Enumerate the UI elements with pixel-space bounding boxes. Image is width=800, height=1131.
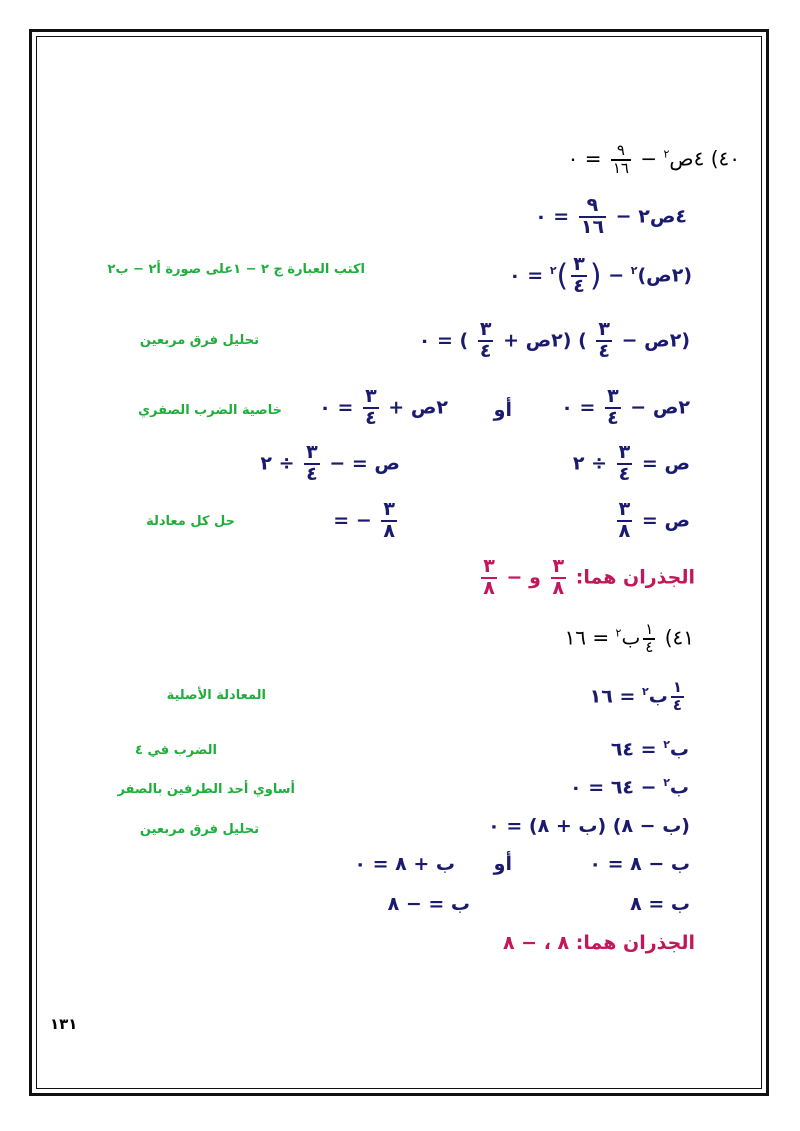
fraction: $\frac{٣}{٤}$ <box>306 441 318 485</box>
equation-line: ٤ص٢ − $\frac{٩}{١٦}$ = ٠ <box>535 194 687 238</box>
fraction: $\frac{٣}{٤}$ <box>479 318 492 362</box>
roots-answer: الجذران هما: ٨ ، − ٨ <box>502 932 695 954</box>
equation-line: (٢ص)$^٢$ − ( $\frac{٣}{٤}$ )$^٢$ = ٠ <box>509 253 692 297</box>
step-note: خاصية الضرب الصفري <box>138 403 282 418</box>
fraction: $\frac{٣}{٤}$ <box>607 385 619 429</box>
fraction: $\frac{٣}{٤}$ <box>598 318 610 362</box>
step-note: الضرب في ٤ <box>135 743 217 758</box>
equation-line: ب$^٢$ − ٦٤ = ٠ <box>570 776 689 799</box>
equation-line: = − $\frac{٣}{٨}$ <box>333 498 395 542</box>
equation-line: (ب − ٨) (ب + ٨) = ٠ <box>488 815 690 837</box>
equation-line: ٢ص − $\frac{٣}{٤}$ = ٠ <box>561 385 690 429</box>
step-note: تحليل فرق مربعين <box>139 333 259 348</box>
equation-line: (٢ص − $\frac{٣}{٤}$ ) (٢ص + $\frac{٣}{٤}$ ) = ٠ <box>418 318 690 362</box>
or-word: أو <box>493 853 512 875</box>
equation-line: ص = $\frac{٣}{٤}$ ÷ ٢ <box>572 441 690 485</box>
step-note: اكتب العبارة ج ٢ − ١على صورة أ٢ − ب٢ <box>107 262 365 277</box>
or-word: أو <box>493 399 512 421</box>
equation-line: ص = − $\frac{٣}{٤}$ ÷ ٢ <box>260 441 400 485</box>
fraction: $\frac{١}{٤}$ <box>672 678 682 714</box>
equation-line: ص = $\frac{٣}{٨}$ <box>618 498 690 542</box>
fraction: $\frac{٣}{٨}$ <box>383 498 395 542</box>
problem-41-label: ٤١) <box>664 625 694 650</box>
fraction: $\frac{٣}{٨}$ <box>552 555 565 599</box>
equation-line: ب + ٨ = ٠ <box>354 853 455 875</box>
equation-line: ب = − ٨ <box>387 893 470 915</box>
fraction: $\frac{٣}{٨}$ <box>618 498 631 542</box>
page-number: ١٣١ <box>50 1015 78 1033</box>
fraction: $\frac{٩}{١٦}$ <box>580 194 605 238</box>
paren: ) <box>556 258 569 294</box>
step-note: المعادلة الأصلية <box>166 688 266 703</box>
equation-line: ب$^٢$ = ٦٤ <box>610 738 689 761</box>
equation-line: ب − ٨ = ٠ <box>589 853 690 875</box>
fraction: $\frac{٣}{٤}$ <box>618 441 631 485</box>
equation-line: ب = ٨ <box>630 893 690 915</box>
problem-40-statement: ٤٠) ٤ص$^٢$ − $\frac{٩}{١٦}$ = ٠ <box>567 141 740 177</box>
fraction: $\frac{٣}{٤}$ <box>573 253 585 297</box>
fraction: $\frac{٩}{١٦}$ <box>612 141 629 177</box>
equation-line: $\frac{١}{٤}$ ب$^٢$ = ١٦ <box>589 678 682 714</box>
paren: ( <box>589 258 602 294</box>
roots-answer: الجذران هما: $\frac{٣}{٨}$ و − $\frac{٣}{٨}$ <box>483 555 695 599</box>
fraction: $\frac{٣}{٤}$ <box>365 385 377 429</box>
problem-40-label: ٤٠) <box>710 146 740 171</box>
step-note: حل كل معادلة <box>146 514 235 529</box>
step-note: أساوي أحد الطرفين بالصفر <box>117 782 295 797</box>
fraction: $\frac{١}{٤}$ <box>645 620 654 656</box>
fraction: $\frac{٣}{٨}$ <box>483 555 495 599</box>
equation-line: ٢ص + $\frac{٣}{٤}$ = ٠ <box>319 385 448 429</box>
problem-41-statement: ٤١) $\frac{١}{٤}$ ب$^٢$ = ١٦ <box>564 620 694 656</box>
step-note: تحليل فرق مربعين <box>139 822 259 837</box>
